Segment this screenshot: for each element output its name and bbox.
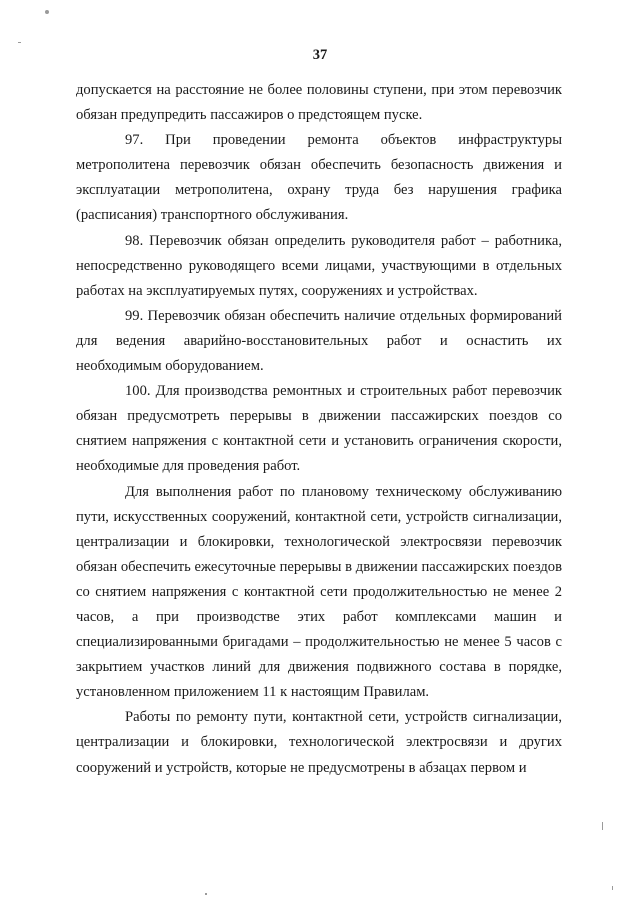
scan-speck xyxy=(205,893,207,895)
page-number: 37 xyxy=(312,47,328,63)
paragraph-100-third: Работы по ремонту пути, контактной сети, устройств сигнализации, централизации и блокировки, технологической электросвязи и других сооружений и устройств, которые не предусмотрены в абзацах первом и xyxy=(76,709,562,776)
scan-speck xyxy=(602,822,603,830)
paragraph-98: 98. Перевозчик обязан определить руководителя работ – работника, непосредственно руководящего всеми лицами, участвующими в отдельных работах на эксплуатируемых путях, сооружениях и устройствах. xyxy=(76,232,562,299)
scan-speck xyxy=(612,886,613,890)
scan-speck xyxy=(45,10,49,14)
paragraph-100: 100. Для производства ремонтных и строительных работ перевозчик обязан предусмотреть перерывы в движении пассажирских поездов со снятием напряжения с контактной сети и установить ограничения скорости, необходимые для проведения работ. xyxy=(76,383,562,475)
document-text xyxy=(76,78,562,781)
paragraph-97: 97. При проведении ремонта объектов инфраструктуры метрополитена перевозчик обязан обеспечить безопасность движения и эксплуатации метрополитена, охрану труда без нарушения графика (расписания) транспортного обслуживания. xyxy=(76,132,562,224)
paragraph-100-second: Для выполнения работ по плановому техническому обслуживанию пути, искусственных сооружений, контактной сети, устройств сигнализации, централизации и блокировки, технологической электросвязи перевозчик обязан обеспечить ежесуточные перерывы в движении пассажирских поездов со снятием напряжения с контактной сети продолжительностью не менее 2 часов, а при производстве этих работ комплексами машин и специализированными бригадами – продолжительностью не менее 5 часов с закрытием участков линий для движения подвижного состава в порядке, установленном приложением 11 к настоящим Правилам. xyxy=(76,483,562,701)
paragraph-continuation: допускается на расстояние не более половины ступени, при этом перевозчик обязан предупредить пассажиров о предстоящем пуске. xyxy=(76,82,562,124)
scan-speck xyxy=(18,42,21,43)
paragraph-99: 99. Перевозчик обязан обеспечить наличие отдельных формирований для ведения аварийно-восстановительных работ и оснастить их необходимым оборудованием. xyxy=(76,307,562,375)
